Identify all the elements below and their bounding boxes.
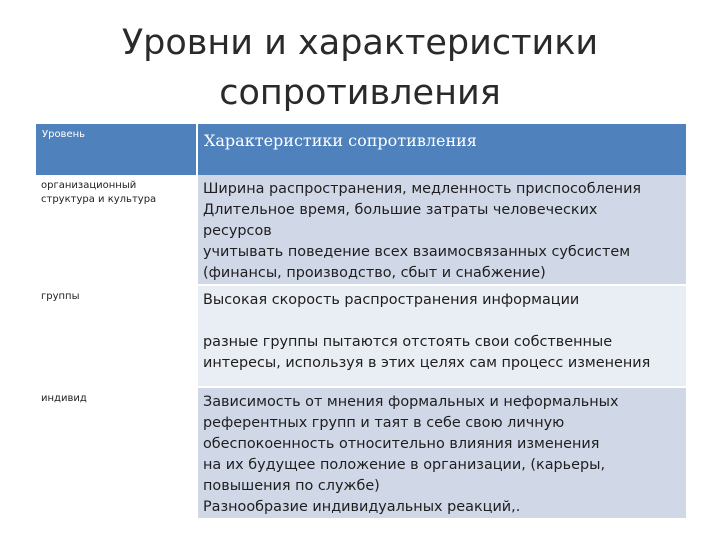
level-line: структура и культура (41, 194, 157, 205)
level-line: группы (41, 291, 80, 302)
resistance-table (36, 124, 686, 520)
row-level (36, 175, 197, 285)
text-line: обеспокоенность относительно влияния изменения (203, 436, 600, 452)
text-line: Разнообразие индивидуальных реакций,. (203, 499, 521, 515)
table-row (36, 387, 686, 519)
text-line: (финансы, производство, сбыт и снабжение) (203, 265, 546, 281)
table-row (36, 175, 686, 285)
title-line-1: Уровни и характеристики (121, 23, 599, 63)
slide-title (100, 18, 620, 118)
text-line: Зависимость от мнения формальных и неформальных (203, 394, 619, 410)
header-characteristics: Характеристики сопротивления (197, 124, 686, 175)
level-line: организационный (41, 180, 137, 191)
text-line: разные группы пытаются отстоять свои собственные (203, 334, 613, 350)
text-line: Ширина распространения, медленность приспособления (203, 181, 642, 197)
row-characteristics (197, 387, 686, 519)
text-line: ресурсов (203, 223, 272, 239)
text-line: Длительное время, большие затраты человеческих (203, 202, 598, 218)
text-line: референтных групп и таят в себе свою личную (203, 415, 565, 431)
header-level: Уровень (36, 124, 197, 175)
row-level (36, 387, 197, 519)
text-line: Высокая скорость распространения информации (203, 292, 580, 308)
text-line: учитывать поведение всех взаимосвязанных субсистем (203, 244, 631, 260)
text-line: интересы, используя в этих целях сам процесс изменения (203, 355, 651, 371)
table-row (36, 285, 686, 387)
title-line-2: сопротивления (219, 73, 501, 113)
text-spacer (203, 311, 686, 332)
table-header-row (36, 124, 686, 175)
row-level (36, 285, 197, 387)
text-line: повышения по службе) (203, 478, 380, 494)
level-line: индивид (41, 393, 87, 404)
row-characteristics (197, 175, 686, 285)
row-characteristics (197, 285, 686, 387)
text-line: на их будущее положение в организации, (карьеры, (203, 457, 606, 473)
